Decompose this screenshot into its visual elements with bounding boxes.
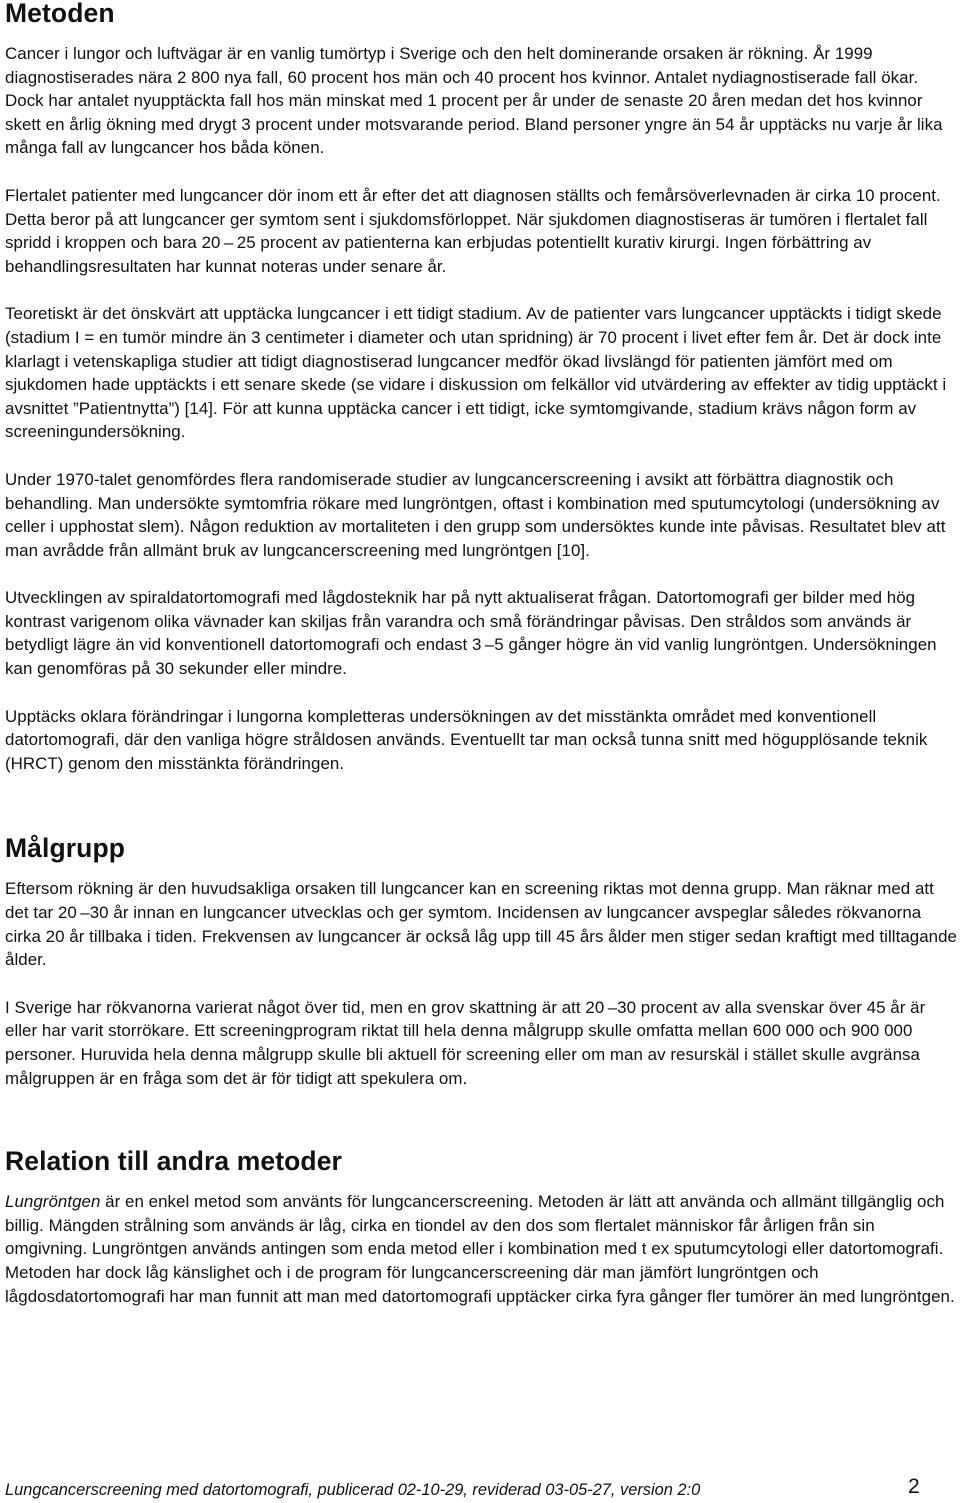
paragraph-metoden-3: Teoretiskt är det önskvärt att upptäcka lungcancer i ett tidigt stadium. Av de patienter vars lungcancer upptäckts i tidigt skede (stadium I = en tumör mindre än 3 centimeter i diameter och utan spridning) är 70 procent i livet efter fem år. Det är dock inte klarlagt i vetenskapliga studier att tidigt diagnostiserad lungcancer medför ökad livslängd för patienten jämfört med om sjukdomen hade upptäckts i ett senare skede (se vidare i diskussion om felkällor vid utvärdering av effekter av tidig upptäckt i avsnittet ”Patientnytta”) [14]. För att kunna upptäcka cancer i ett tidigt, icke symtomgivande, stadium krävs någon form av screeningundersökning. bbox=[5, 304, 947, 442]
paragraph-metoden-4: Under 1970-talet genomfördes flera randomiserade studier av lungcancerscreening i avsikt att förbättra diagnostik och behandling. Man undersökte symtomfria rökare med lungröntgen, oftast i kombination med sputumcytologi (undersökning av celler i upphostat slem). Någon reduktion av mortaliteten i den grupp som undersöktes kunde inte påvisas. Resultatet blev att man avrådde från allmänt bruk av lungcancerscreening med lungröntgen [10]. bbox=[5, 469, 946, 560]
section-heading-relation: Relation till andra metoder bbox=[5, 1146, 342, 1177]
italic-term-lungrontgen: Lungröntgen bbox=[5, 1192, 101, 1212]
paragraph-malgrupp-1: Eftersom rökning är den huvudsakliga orsaken till lungcancer kan en screening riktas mot denna grupp. Man räknar med att det tar 20 –30 år innan en lungcancer utvecklas och ger symtom. Incidensen av lungcancer avspeglar således rökvanorna cirka 20 år tillbaka i tiden. Frekvensen av lungcancer är också låg upp till 45 års ålder men stiger sedan kraftigt med tilltagande ålder. bbox=[5, 879, 957, 970]
paragraph-relation-1 bbox=[5, 1190, 960, 1308]
paragraph-metoden-2: Flertalet patienter med lungcancer dör inom ett år efter det att diagnosen ställts och femårsöverlevnaden är cirka 10 procent. Detta beror på att lungcancer ger symtom sent i sjukdomsförloppet. När sjukdomen diagnostiseras är tumören i flertalet fall spridd i kroppen och bara 20 – 25 procent av patienterna kan erbjudas potentiellt kurativ kirurgi. Ingen förbättring av behandlingsresultaten har kunnat noteras under senare år. bbox=[5, 185, 941, 276]
paragraph-metoden-6: Upptäcks oklara förändringar i lungorna kompletteras undersökningen av det misstänkta området med konventionell datortomografi, där den vanliga högre stråldosen används. Eventuellt tar man också tunna snitt med högupplösande teknik (HRCT) genom den misstänkta förändringen. bbox=[5, 706, 928, 773]
paragraph-malgrupp-2: I Sverige har rökvanorna varierat något över tid, men en grov skattning är att 20 –30 procent av alla svenskar över 45 år är eller har varit storrökare. Ett screeningprogram riktat till hela denna målgrupp skulle omfatta mellan 600 000 och 900 000 personer. Huruvida hela denna målgrupp skulle bli aktuell för screening eller om man av resurskäl i stället skulle avgränsa målgruppen är en fråga som det är för tidigt att spekulera om. bbox=[5, 997, 926, 1088]
paragraph-relation-text: är en enkel metod som använts för lungcancerscreening. Metoden är lätt att använda och allmänt tillgänglig och billig. Mängden strålning som används är låg, cirka en tiondel av den dos som flertalet människor får årligen från sin omgivning. Lungröntgen används antingen som enda metod eller i kombination med t ex sputumcytologi eller datortomografi. Metoden har dock låg känslighet och i de program för lungcancerscreening där man jämfört lungröntgen och lågdosdatortomografi har man funnit att man med datortomografi upptäcker cirka fyra gånger fler tumörer än med lungröntgen. bbox=[5, 1192, 955, 1306]
section-heading-malgrupp: Målgrupp bbox=[5, 833, 126, 864]
document-page bbox=[5, 0, 960, 1308]
section-heading-metoden: Metoden bbox=[5, 0, 115, 28]
page-number: 2 bbox=[908, 1475, 920, 1498]
page-footer: Lungcancerscreening med datortomografi, publicerad 02-10-29, reviderad 03-05-27, version 2:0 bbox=[5, 1481, 701, 1499]
paragraph-metoden-5: Utvecklingen av spiraldatortomografi med lågdosteknik har på nytt aktualiserat frågan. Datortomografi ger bilder med hög kontrast varigenom olika vävnader kan skiljas från varandra och små förändringar påvisas. Den stråldos som används är betydligt lägre än vid konventionell datortomografi och endast 3 –5 gånger högre än vid vanlig lungröntgen. Undersökningen kan genomföras på 30 sekunder eller mindre. bbox=[5, 588, 937, 679]
paragraph-metoden-1: Cancer i lungor och luftvägar är en vanlig tumörtyp i Sverige och den helt dominerande orsaken är rökning. År 1999 diagnostiserades nära 2 800 nya fall, 60 procent hos män och 40 procent hos kvinnor. Antalet nydiagnostiserade fall ökar. Dock har antalet nyupptäckta fall hos män minskat med 1 procent per år under de senaste 20 åren medan det hos kvinnor skett en årlig ökning med drygt 3 procent under motsvarande period. Bland personer yngre än 54 år upptäcks nu varje år lika många fall av lungcancer hos båda könen. bbox=[5, 44, 943, 158]
